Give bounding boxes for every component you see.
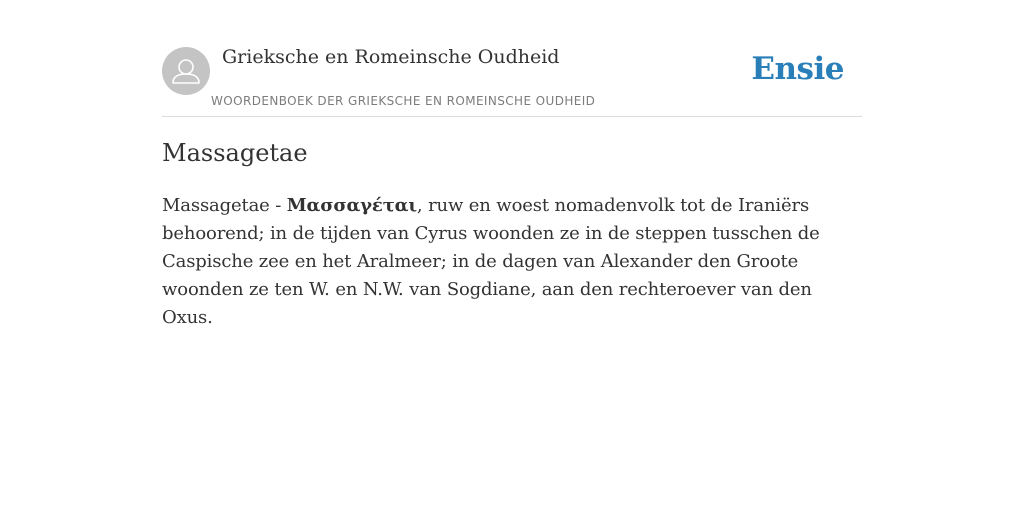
- source-title[interactable]: Grieksche en Romeinsche Oudheid: [222, 46, 560, 68]
- source-subtitle: WOORDENBOEK DER GRIEKSCHE EN ROMEINSCHE OUDHEID: [211, 94, 596, 108]
- entry-title: Massagetae: [162, 139, 308, 167]
- entry-greek-term: Μασσαγέται: [286, 195, 417, 216]
- entry-body: [162, 192, 862, 332]
- ensie-logo[interactable]: Ensie: [751, 51, 844, 87]
- user-icon: [162, 47, 210, 95]
- entry-definition: , ruw en woest nomadenvolk tot de Iraniërs behoorend; in de tijden van Cyrus woonden ze in de steppen tusschen de Caspische zee en het Aralmeer; in de dagen van Alexander den Groote woonden ze ten W. en N.W. van Sogdiane, aan den rechteroever van den Oxus.: [162, 195, 820, 328]
- entry-separator: -: [269, 195, 287, 216]
- source-avatar[interactable]: [162, 47, 210, 95]
- source-header: [162, 44, 862, 117]
- entry-term: Massagetae: [162, 195, 270, 216]
